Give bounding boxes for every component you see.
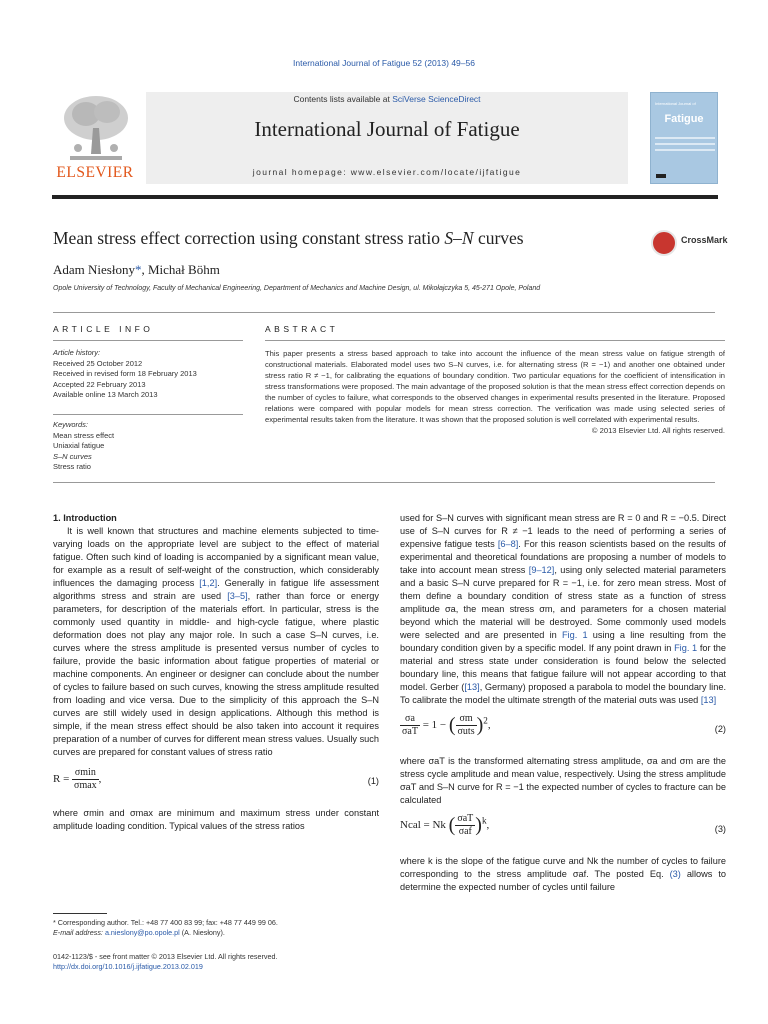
paragraph-text: where k is the slope of the fatigue curve and Nk the number of cycles to failure corresponding to the stress amplitude σaf. The posted Eq. bbox=[400, 856, 726, 879]
fraction-denominator: σmax bbox=[74, 780, 97, 791]
corresponding-author-footnote bbox=[53, 918, 379, 938]
history-item: Received in revised form 18 February 2013 bbox=[53, 369, 197, 378]
author-name[interactable]: , Michał Böhm bbox=[141, 262, 220, 277]
equation-number: (3) bbox=[714, 824, 726, 834]
equation-number: (2) bbox=[714, 724, 726, 734]
title-italic-text: S–N bbox=[444, 228, 474, 248]
article-info-rule bbox=[53, 340, 243, 341]
paper-title bbox=[53, 228, 524, 249]
citation-link[interactable]: [9–12] bbox=[528, 565, 555, 575]
equation-body: Ncal = Nk ( $\frac{\text{σaT}}{\text{σaf}}$ )$^k$, bbox=[400, 813, 490, 837]
paragraph-text: . For this reason scientists based on the results of experimental and theoretical foundations are proposing a number of models to take into account mean stress bbox=[400, 539, 726, 575]
equation-fraction bbox=[400, 713, 420, 738]
abstract-copyright: © 2013 Elsevier Ltd. All rights reserved. bbox=[591, 426, 725, 435]
footnote-text: * Corresponding author. Tel.: +48 77 400 83 99; fax: +48 77 449 99 06. bbox=[53, 918, 278, 927]
cover-stripe bbox=[655, 143, 715, 145]
equation-1 bbox=[53, 765, 379, 799]
journal-citation[interactable]: International Journal of Fatigue 52 (2013) 49–56 bbox=[293, 58, 475, 68]
journal-header-band bbox=[146, 92, 628, 184]
paragraph-text: It is well known that structures and machine elements subjected to time-varying loads on the appropriate level are subject to the effect of material fatigue. Often such kind of loading is accompanied by a significant mean value, for example as a result of self-weight of the construction, which considerably influences the damaging process bbox=[53, 526, 379, 588]
fraction-denominator: σaf bbox=[458, 826, 472, 837]
title-text: Mean stress effect correction using constant stress ratio bbox=[53, 228, 445, 248]
body-paragraph bbox=[400, 512, 726, 707]
equation-fraction bbox=[456, 713, 477, 738]
cover-stripe bbox=[655, 137, 715, 139]
equation-fraction bbox=[72, 767, 99, 792]
equation-operator: = 1 − bbox=[422, 719, 447, 732]
body-paragraph: where σmin and σmax are minimum and maximum stress under constant amplitude loading condition. Typical values of the stress ratios bbox=[53, 808, 379, 831]
corresponding-author-marker[interactable]: * bbox=[134, 262, 142, 277]
equation-number: (1) bbox=[367, 776, 379, 786]
equation-body: R = $\frac{\sigma\min}{\sigma\max}$ , bbox=[53, 767, 102, 791]
citation-link[interactable]: [13] bbox=[700, 695, 717, 705]
journal-masthead bbox=[52, 92, 718, 189]
equation-exponent: k bbox=[481, 815, 487, 826]
header-rule bbox=[52, 195, 718, 199]
paragraph-text: using a line resulting from the boundary condition given by a specific model. If any point drawn in bbox=[400, 630, 726, 653]
equation-body: $\frac{\sigma a}{\text{σaT}}$ = 1 − ( $\frac{\sigma m}{\text{σuts}}$ )$^2$, bbox=[402, 713, 491, 737]
journal-homepage bbox=[146, 167, 628, 177]
fraction-numerator: σm bbox=[456, 713, 477, 726]
crossmark-icon bbox=[651, 230, 677, 256]
paren-open: ( bbox=[448, 714, 456, 736]
paragraph-text: for the material and stress state under consideration is found below the selected boundary line, this means that fatigue failure will not appear according to that model. Gerber ( bbox=[400, 643, 726, 692]
fraction-numerator: σmin bbox=[72, 767, 99, 780]
contents-prefix: Contents lists available at bbox=[293, 94, 393, 104]
equation-exponent: 2 bbox=[483, 715, 488, 726]
paragraph-text: . Generally in fatigue life assessment algorithms stress and strain are used bbox=[53, 578, 379, 601]
abstract-label: ABSTRACT bbox=[265, 324, 339, 334]
citation-link[interactable]: [6–8] bbox=[497, 539, 519, 549]
equation-3 bbox=[400, 813, 726, 847]
equation-link[interactable]: (3) bbox=[669, 869, 681, 879]
keyword-item: Mean stress effect bbox=[53, 430, 115, 440]
journal-name: International Journal of Fatigue bbox=[254, 117, 520, 141]
front-matter-meta bbox=[53, 952, 278, 972]
article-history-heading: Article history: bbox=[53, 348, 101, 357]
publisher-wordmark: ELSEVIER bbox=[56, 164, 134, 181]
email-suffix: (A. Niesłony). bbox=[179, 928, 225, 937]
contents-line bbox=[146, 94, 628, 104]
cover-stripe bbox=[655, 149, 715, 151]
section-rule bbox=[53, 482, 715, 483]
article-history bbox=[53, 348, 243, 401]
author-name[interactable]: Adam Niesłony bbox=[53, 262, 135, 277]
figure-link[interactable]: Fig. 1 bbox=[561, 630, 588, 640]
figure-link[interactable]: Fig. 1 bbox=[674, 643, 698, 653]
abstract-rule bbox=[265, 340, 725, 341]
footnote-email-line bbox=[53, 928, 379, 938]
citation-link[interactable]: [1,2] bbox=[199, 578, 218, 588]
author-list bbox=[53, 262, 220, 278]
paragraph-text: , using only selected material parameters and a basic S–N curve prepared for R = −1, i.e. for zero mean stress. Most of them define a boundary condition of stress state as a function of stress amplitude σa, the mean stress σm, and parameters for a chosen material beyond which the material will be destroyed. Some commonly used models were selected and are presented in bbox=[400, 565, 726, 640]
email-link[interactable]: a.nieslony@po.opole.pl bbox=[104, 928, 180, 937]
keyword-item: Stress ratio bbox=[53, 462, 91, 471]
fraction-denominator: σaT bbox=[402, 726, 418, 737]
paren-open: ( bbox=[448, 814, 456, 836]
fraction-denominator: σuts bbox=[457, 726, 475, 737]
body-column-left bbox=[53, 512, 379, 833]
body-paragraph bbox=[53, 525, 379, 759]
history-item: Available online 13 March 2013 bbox=[53, 390, 158, 399]
paragraph-text: , Germany) proposed a parabola to model the boundary line. To calibrate the model the ultimate strength of the material σuts was used bbox=[400, 682, 727, 705]
keywords-heading: Keywords: bbox=[53, 420, 89, 429]
equation-fraction bbox=[455, 813, 475, 838]
keyword-item: S–N curves bbox=[53, 451, 92, 461]
crossmark-button[interactable] bbox=[651, 228, 731, 258]
body-paragraph bbox=[400, 855, 726, 894]
equation-2 bbox=[400, 713, 726, 747]
cover-title: Fatigue bbox=[664, 113, 704, 125]
email-label: E-mail address: bbox=[53, 928, 105, 937]
cover-small-text: International Journal of bbox=[655, 101, 696, 106]
paragraph-text: allows to determine the expected number of cycles until failure bbox=[400, 869, 726, 892]
title-text-end: curves bbox=[473, 228, 524, 248]
body-paragraph: where σaT is the transformed alternating stress amplitude, σa and σm are the stress cycle amplitude and mean value, respectively. Using the stress amplitude σaT and S–N curve for R = −1 the expected number of cycles to fracture can be calculated bbox=[400, 756, 726, 805]
crossmark-label: CrossMark bbox=[681, 235, 728, 245]
abstract-text: This paper presents a stress based approach to take into account the influence of the mean stress value on fatigue strength of constructional materials. Elaborated model uses two S–N curves, i.e. for alternating stress (R = −1) and another one obtained under stress ratio R ≠ −1, for calibrating the equations of boundary condition. Two particular equations for the coefficient of intensification in stress transformations were proposed. The main advantage of the proposed solution is that the mean stress effect correction depends on the number of cycles to failure, what corresponds to the observed changes in experimental results presented in the literature. Proposed relations were compared with popular models for mean stress correction. The verification was made using selected series of experimental results taken from the literature. It was shown that the proposed solution is well correlated with experimental results. bbox=[265, 349, 725, 424]
history-item: Accepted 22 February 2013 bbox=[53, 379, 146, 389]
issn-line: 0142-1123/$ - see front matter © 2013 Elsevier Ltd. All rights reserved. bbox=[53, 952, 278, 961]
equation-lhs: R = bbox=[53, 773, 70, 786]
sciencedirect-link[interactable]: SciVerse ScienceDirect bbox=[392, 94, 481, 104]
fraction-numerator: σaT bbox=[457, 813, 474, 824]
doi-link[interactable]: http://dx.doi.org/10.1016/j.ijfatigue.2013.02.019 bbox=[53, 962, 203, 971]
keywords-rule bbox=[53, 414, 243, 415]
keyword-item: Uniaxial fatigue bbox=[53, 441, 105, 450]
homepage-url-link[interactable]: www.elsevier.com/locate/ijfatigue bbox=[350, 167, 522, 177]
section-heading: 1. Introduction bbox=[53, 513, 117, 523]
paren-close: ) bbox=[475, 814, 482, 836]
fraction-numerator: σa bbox=[400, 713, 420, 726]
elsevier-logo[interactable] bbox=[52, 92, 138, 184]
keywords bbox=[53, 420, 243, 473]
abstract-body bbox=[265, 348, 725, 436]
tree-logo-icon bbox=[60, 92, 132, 164]
journal-cover-thumbnail[interactable] bbox=[650, 92, 718, 184]
citation-link[interactable]: [3–5] bbox=[227, 591, 248, 601]
paragraph-text: used for S–N curves with significant mean stress are R = 0 and R = −0.5. Direct use of S–N curves for R ≠ −1 leads to the need of performing a series of expensive fatigue tests bbox=[400, 513, 726, 549]
paragraph-text: , rather than force or energy parameters, for description of the materials effort. In particular, stress is the commonly used quantity in middle- and high-cycle fatigue, where plastic deformation does not play any major role. In such a case S–N curves, i.e. curves where the stress amplitude is presented versus number of cycles to failure, provide the basic information about fatigue properties of material or machine components. An engineer or designer can conclude about the number of cycles to failure based on such curves, knowing the stress amplitude resulted from loading and vice versa. Due to the simplicity of this approach the S–N curves are still widely used in design applications. Although this method is simple, if the mean stress effect should be also taken into account it requires preparation of a number of curves for different mean stress values. Usually such curves are prepared for constant values of stress ratio bbox=[53, 591, 379, 757]
article-info-label: ARTICLE INFO bbox=[53, 324, 154, 334]
affiliation: Opole University of Technology, Faculty of Mechanical Engineering, Department of Mechanics and Machine Design, ul. Mikołajczyka 5, 45-271 Opole, Poland bbox=[53, 285, 541, 292]
footnote-rule bbox=[53, 913, 107, 914]
paren-close: ) bbox=[476, 714, 484, 736]
body-column-right bbox=[400, 512, 726, 894]
section-rule bbox=[53, 312, 715, 313]
cover-publisher-mark bbox=[656, 174, 666, 178]
citation-link[interactable]: [13] bbox=[464, 682, 480, 692]
homepage-prefix: journal homepage: bbox=[252, 167, 351, 177]
history-item: Received 25 October 2012 bbox=[53, 358, 143, 368]
equation-lhs: Ncal = Nk bbox=[400, 819, 446, 832]
